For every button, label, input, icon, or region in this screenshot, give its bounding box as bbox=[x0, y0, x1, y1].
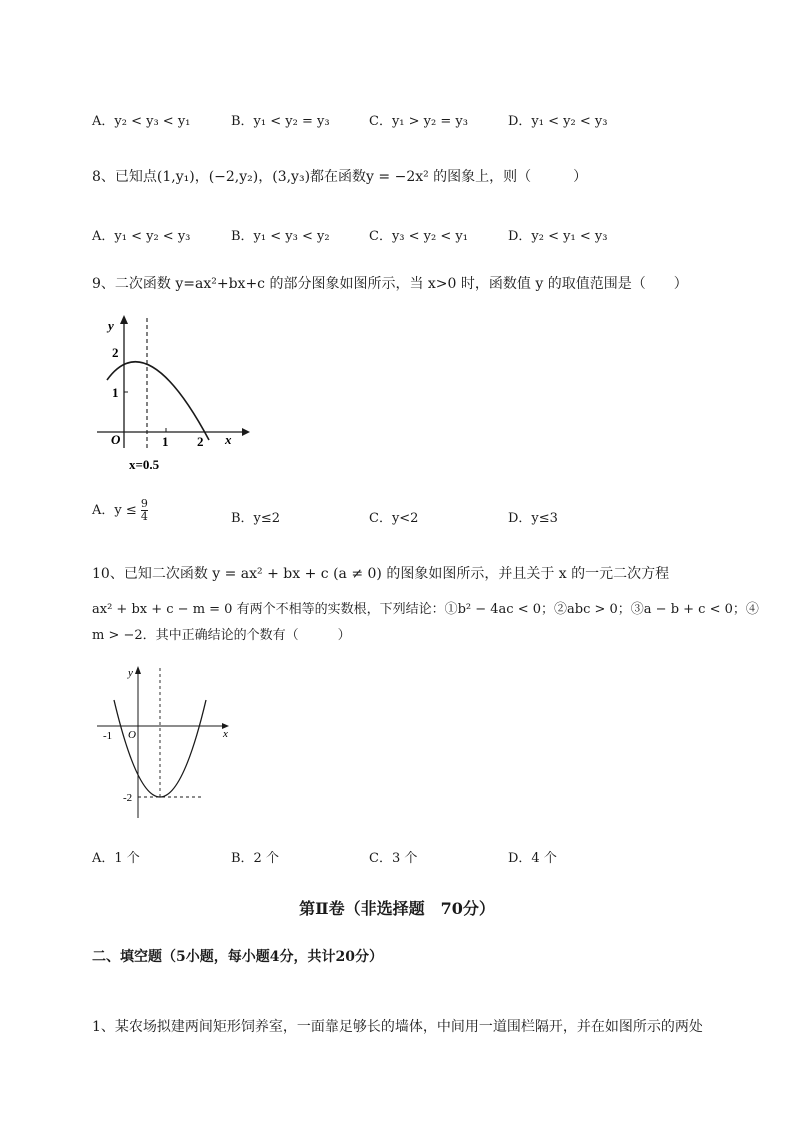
fill-in-q1-stem: 1、某农场拟建两间矩形饲养室，一面靠足够长的墙体，中间用一道围栏隔开，并在如图所示的两处 bbox=[92, 1019, 703, 1035]
q9-parabola bbox=[107, 362, 209, 440]
q10-stem-line1: 10、已知二次函数 y = ax² + bx + c (a ≠ 0) 的图象如图所示，并且关于 x 的一元二次方程 bbox=[92, 566, 670, 582]
q9-y-tick-1: 1 bbox=[112, 385, 119, 400]
q9-x-arrow bbox=[242, 428, 250, 436]
q10-option-c: C．3 个 bbox=[369, 851, 418, 866]
q9-parabola-graph bbox=[92, 310, 252, 475]
q8-option-a: A．y₁ < y₂ < y₃ bbox=[92, 229, 191, 244]
q7-option-b: B．y₁ < y₂ = y₃ bbox=[231, 114, 330, 129]
fill-in-section-title: 二、填空题（5小题，每小题4分，共计20分） bbox=[92, 949, 383, 965]
q9-x-label: x bbox=[225, 432, 232, 447]
q9-option-c: C．y<2 bbox=[369, 511, 419, 526]
q10-y-arrow bbox=[135, 666, 141, 674]
q9-y-label: y bbox=[108, 318, 114, 333]
q10-option-d: D．4 个 bbox=[508, 851, 557, 866]
q10-origin-label: O bbox=[128, 729, 136, 741]
q10-neg1-label: -1 bbox=[103, 730, 113, 742]
q10-stem-line2: ax² + bx + c − m = 0 有两个不相等的实数根，下列结论：①b² − 4ac < 0；②abc > 0；③a − b + c < 0；④ bbox=[92, 602, 759, 617]
q9-y-arrow bbox=[120, 315, 128, 324]
q9-fraction-denominator: 4 bbox=[140, 510, 148, 523]
q9-option-a bbox=[92, 498, 148, 523]
q9-fraction-numerator: 9 bbox=[140, 497, 148, 510]
q10-y-label: y bbox=[128, 667, 133, 679]
q8-stem: 8、已知点(1,y₁)，(−2,y₂)，(3,y₃)都在函数y = −2x² 的图象上，则（ ） bbox=[92, 169, 588, 185]
q7-option-c: C．y₁ > y₂ = y₃ bbox=[369, 114, 468, 129]
q9-origin-label: O bbox=[111, 432, 121, 447]
q9-option-d: D．y≤3 bbox=[508, 511, 558, 526]
q9-x-tick-2: 2 bbox=[197, 434, 204, 449]
q8-option-d: D．y₂ < y₁ < y₃ bbox=[508, 229, 608, 244]
q9-option-a-prefix: A．y ≤ bbox=[92, 503, 137, 518]
q9-axis-note: x=0.5 bbox=[129, 457, 160, 472]
q7-option-d: D．y₁ < y₂ < y₃ bbox=[508, 114, 608, 129]
q10-x-label: x bbox=[223, 728, 228, 740]
q10-stem-line3: m > −2．其中正确结论的个数有（ ） bbox=[92, 628, 351, 643]
q8-option-c: C．y₃ < y₂ < y₁ bbox=[369, 229, 468, 244]
q10-option-b: B．2 个 bbox=[231, 851, 279, 866]
q9-stem: 9、二次函数 y=ax²+bx+c 的部分图象如图所示，当 x>0 时，函数值 y 的取值范围是（ ） bbox=[92, 276, 688, 292]
q10-parabola-graph bbox=[92, 660, 242, 825]
q9-option-b: B．y≤2 bbox=[231, 511, 281, 526]
part2-heading: 第Ⅱ卷（非选择题 70分） bbox=[299, 899, 495, 918]
q8-option-b: B．y₁ < y₃ < y₂ bbox=[231, 229, 330, 244]
q7-option-a: A．y₂ < y₃ < y₁ bbox=[92, 114, 191, 129]
q9-y-tick-2: 2 bbox=[112, 345, 119, 360]
q9-x-tick-1: 1 bbox=[162, 434, 169, 449]
q9-option-a-fraction bbox=[141, 498, 148, 523]
q10-neg2-label: -2 bbox=[123, 792, 133, 804]
q10-option-a: A．1 个 bbox=[92, 851, 140, 866]
